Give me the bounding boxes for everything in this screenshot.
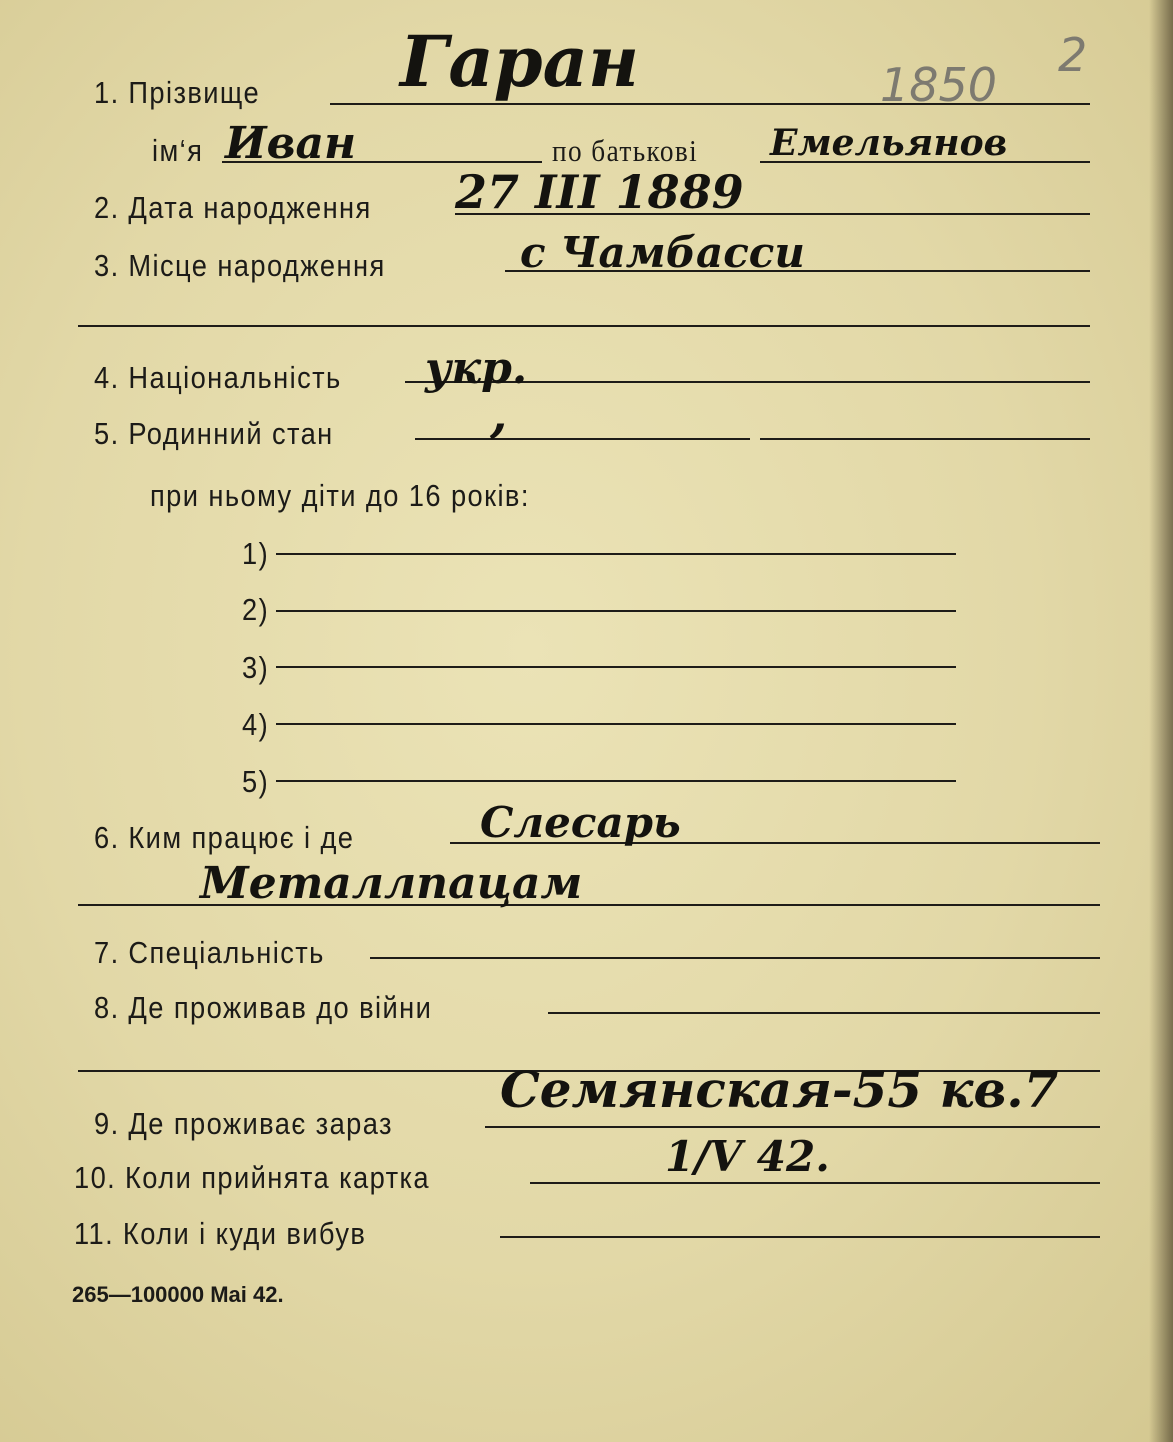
child-1-label: 1) <box>242 536 270 571</box>
field-specialty-label <box>94 935 325 971</box>
child-5-label: 5) <box>242 764 270 799</box>
child-1-line <box>276 553 956 555</box>
child-3-line <box>276 666 956 668</box>
children-heading: при ньому діти до 16 років: <box>150 478 530 513</box>
field-birthplace-label <box>94 248 386 284</box>
field-birthdate-label <box>94 190 372 226</box>
marital-line-a <box>415 438 750 440</box>
current-residence-handwriting: Семянская-55 кв.7 <box>500 1060 1059 1119</box>
field-number: 3. <box>94 248 120 283</box>
field-label: Дата народження <box>128 190 372 225</box>
field-name-label: ім‘я <box>152 133 204 168</box>
child-4-label: 4) <box>242 707 270 742</box>
current-residence-line <box>485 1126 1100 1128</box>
field-label: Коли прийнята картка <box>124 1160 431 1195</box>
field-prewar-label <box>94 990 432 1026</box>
print-footer: 265—100000 Mai 42. <box>72 1282 284 1307</box>
field-work-label <box>94 820 354 856</box>
marital-line-b <box>760 438 1090 440</box>
field-label: Ким працює і де <box>128 820 355 855</box>
field-label: Місце народження <box>128 248 386 283</box>
field-label: Де проживав до війни <box>128 990 433 1025</box>
card-edge-shadow <box>1149 0 1173 1442</box>
prewar-line <box>548 1012 1100 1014</box>
field-number: 8. <box>94 990 120 1025</box>
field-card-accepted-label <box>74 1160 430 1196</box>
field-label: Прізвище <box>128 75 261 110</box>
pencil-number: 1850 <box>880 58 998 112</box>
nationality-handwriting: укр. <box>425 343 528 394</box>
marital-handwriting: , <box>490 384 508 443</box>
birthplace-line-2 <box>78 325 1090 327</box>
child-2-label: 2) <box>242 592 270 627</box>
field-number: 10. <box>74 1160 117 1195</box>
field-marital-label <box>94 416 334 452</box>
field-label: Національність <box>128 360 342 395</box>
patronymic-handwriting: Емельянов <box>770 122 1008 164</box>
child-4-line <box>276 723 956 725</box>
field-label: Де проживає зараз <box>128 1106 393 1141</box>
birthplace-handwriting: с Чамбасси <box>520 228 805 277</box>
field-nationality-label <box>94 360 342 396</box>
card-accepted-handwriting: 1/V 42. <box>665 1132 830 1181</box>
field-number: 4. <box>94 360 120 395</box>
field-number: 6. <box>94 820 120 855</box>
field-number: 11. <box>74 1216 115 1251</box>
field-number: 5. <box>94 416 120 451</box>
field-number: 7. <box>94 935 120 970</box>
child-3-label: 3) <box>242 650 270 685</box>
field-label: Коли і куди вибув <box>122 1216 367 1251</box>
surname-handwriting: Гаран <box>400 20 640 103</box>
field-label: Спеціальність <box>128 935 325 970</box>
field-number: 2. <box>94 190 120 225</box>
specialty-line <box>370 957 1100 959</box>
field-departure-label <box>74 1216 366 1252</box>
birthdate-handwriting: 27 III 1889 <box>455 165 744 219</box>
field-number: 1. <box>94 75 120 110</box>
child-2-line <box>276 610 956 612</box>
departure-line <box>500 1236 1100 1238</box>
child-5-line <box>276 780 956 782</box>
card-accepted-line <box>530 1182 1100 1184</box>
field-label: Родинний стан <box>128 416 334 451</box>
work-handwriting: Слесарь <box>480 798 681 847</box>
pencil-mark: 2 <box>1058 28 1088 82</box>
field-patronymic-label: по батькові <box>552 133 699 168</box>
field-surname-label <box>94 75 260 111</box>
name-handwriting: Иван <box>225 118 357 169</box>
field-number: 9. <box>94 1106 120 1141</box>
workplace-handwriting: Металлпацам <box>200 858 583 909</box>
field-current-residence-label <box>94 1106 393 1142</box>
